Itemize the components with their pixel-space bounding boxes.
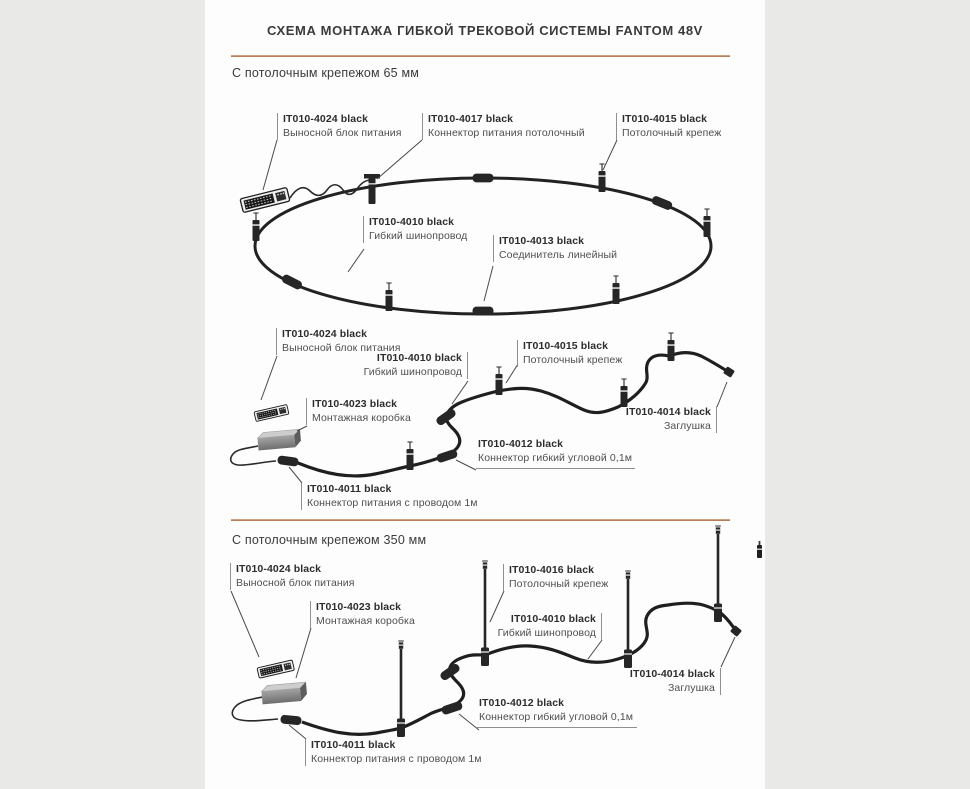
label-d3-power-connector xyxy=(305,739,482,766)
corner-connector xyxy=(436,449,459,464)
label-d1-track xyxy=(363,216,467,243)
part-article: IT010-4014 black xyxy=(629,668,715,680)
label-d2-end-cap xyxy=(600,406,717,433)
part-article: IT010-4014 black xyxy=(625,406,711,418)
part-article: IT010-4015 black xyxy=(622,113,708,125)
part-article: IT010-4015 black xyxy=(523,340,609,352)
part-article: IT010-4023 black xyxy=(312,398,398,410)
part-name: Выносной блок питания xyxy=(283,126,402,139)
junction-box xyxy=(257,429,301,450)
ceiling-mount-350 xyxy=(397,641,405,737)
part-name: Коннектор питания потолочный xyxy=(428,126,585,139)
part-name: Коннектор питания с проводом 1м xyxy=(311,752,482,765)
corner-connector xyxy=(435,407,457,426)
ceiling-mount-65 xyxy=(599,164,606,192)
power-connector xyxy=(280,715,302,726)
flexible-track-ring xyxy=(255,178,711,314)
part-name: Гибкий шинопровод xyxy=(497,626,596,639)
part-name: Потолочный крепеж xyxy=(509,577,609,590)
label-d1-ceiling-power-connector xyxy=(422,113,585,140)
ceiling-mount-350 xyxy=(624,571,632,668)
label-d1-linear-joint xyxy=(493,235,617,262)
power-supply-unit xyxy=(240,187,290,212)
power-connector xyxy=(277,455,299,467)
ceiling-mount-65 xyxy=(386,283,393,311)
part-article: IT010-4023 black xyxy=(316,601,402,613)
power-supply-unit xyxy=(254,404,289,421)
title-divider xyxy=(231,55,730,57)
ceiling-mount-65 xyxy=(496,367,503,395)
label-d2-power-connector xyxy=(301,483,478,510)
diagram-ring-65mm xyxy=(240,140,711,315)
linear-joint-connector xyxy=(473,307,494,316)
part-name: Монтажная коробка xyxy=(316,614,415,627)
part-article: IT010-4012 black xyxy=(479,697,565,709)
part-article: IT010-4012 black xyxy=(478,438,564,450)
label-d2-corner-connector xyxy=(476,438,635,469)
ceiling-mount-65 xyxy=(613,276,620,304)
part-article: IT010-4010 black xyxy=(369,216,455,228)
part-name: Коннектор гибкий угловой 0,1м xyxy=(478,451,633,464)
linear-joint-connector xyxy=(473,174,494,183)
label-d3-end-cap xyxy=(600,668,721,695)
label-d2-junction-box xyxy=(306,398,411,425)
part-name: Гибкий шинопровод xyxy=(363,365,462,378)
power-supply-unit xyxy=(257,660,294,678)
part-name: Коннектор питания с проводом 1м xyxy=(307,496,478,509)
part-name: Заглушка xyxy=(663,419,711,432)
label-d3-track xyxy=(480,613,602,640)
ceiling-mount-65 xyxy=(253,213,260,241)
ceiling-mount-65 xyxy=(704,209,711,237)
ceiling-mount-65 xyxy=(668,333,675,361)
part-article: IT010-4024 black xyxy=(236,563,322,575)
part-article: IT010-4010 black xyxy=(510,613,596,625)
label-d3-junction-box xyxy=(310,601,415,628)
corner-connector xyxy=(441,701,464,716)
part-name: Выносной блок питания xyxy=(282,341,401,354)
part-name: Гибкий шинопровод xyxy=(369,229,468,242)
part-article: IT010-4016 black xyxy=(509,564,595,576)
ceiling-mount-65 xyxy=(407,442,414,470)
part-article: IT010-4011 black xyxy=(311,739,396,751)
ceiling-mount-350 xyxy=(714,526,722,622)
page-title: СХЕМА МОНТАЖА ГИБКОЙ ТРЕКОВОЙ СИСТЕМЫ FANTOM 48V xyxy=(267,23,703,38)
label-d2-mount xyxy=(517,340,622,367)
part-name: Заглушка xyxy=(667,681,715,694)
part-name: Выносной блок питания xyxy=(236,576,355,589)
part-article: IT010-4010 black xyxy=(376,352,462,364)
linear-joint-connector xyxy=(281,273,304,290)
label-d2-psu xyxy=(276,328,401,355)
part-name: Потолочный крепеж xyxy=(622,126,722,139)
part-name: Коннектор гибкий угловой 0,1м xyxy=(479,710,634,723)
label-d1-mount xyxy=(616,113,721,140)
junction-box xyxy=(261,682,308,704)
label-d2-track xyxy=(320,352,468,379)
part-article: IT010-4013 black xyxy=(499,235,585,247)
part-article: IT010-4017 black xyxy=(428,113,514,125)
section-divider xyxy=(231,519,730,521)
part-article: IT010-4024 black xyxy=(282,328,368,340)
part-name: Потолочный крепеж xyxy=(523,353,623,366)
part-article: IT010-4011 black xyxy=(307,483,392,495)
ceiling-mount-65 xyxy=(621,379,628,407)
margin-pin xyxy=(757,541,762,558)
label-d3-psu xyxy=(230,563,355,590)
label-d1-psu xyxy=(277,113,402,140)
part-name: Соединитель линейный xyxy=(499,248,618,261)
section-heading-65mm: С потолочным крепежом 65 мм xyxy=(232,66,420,80)
section-heading-350mm: С потолочным крепежом 350 мм xyxy=(232,533,427,547)
linear-joint-connector xyxy=(651,195,674,211)
label-d3-mount xyxy=(503,564,608,591)
part-name: Монтажная коробка xyxy=(312,411,411,424)
label-d3-corner-connector xyxy=(477,697,637,728)
part-article: IT010-4024 black xyxy=(283,113,369,125)
